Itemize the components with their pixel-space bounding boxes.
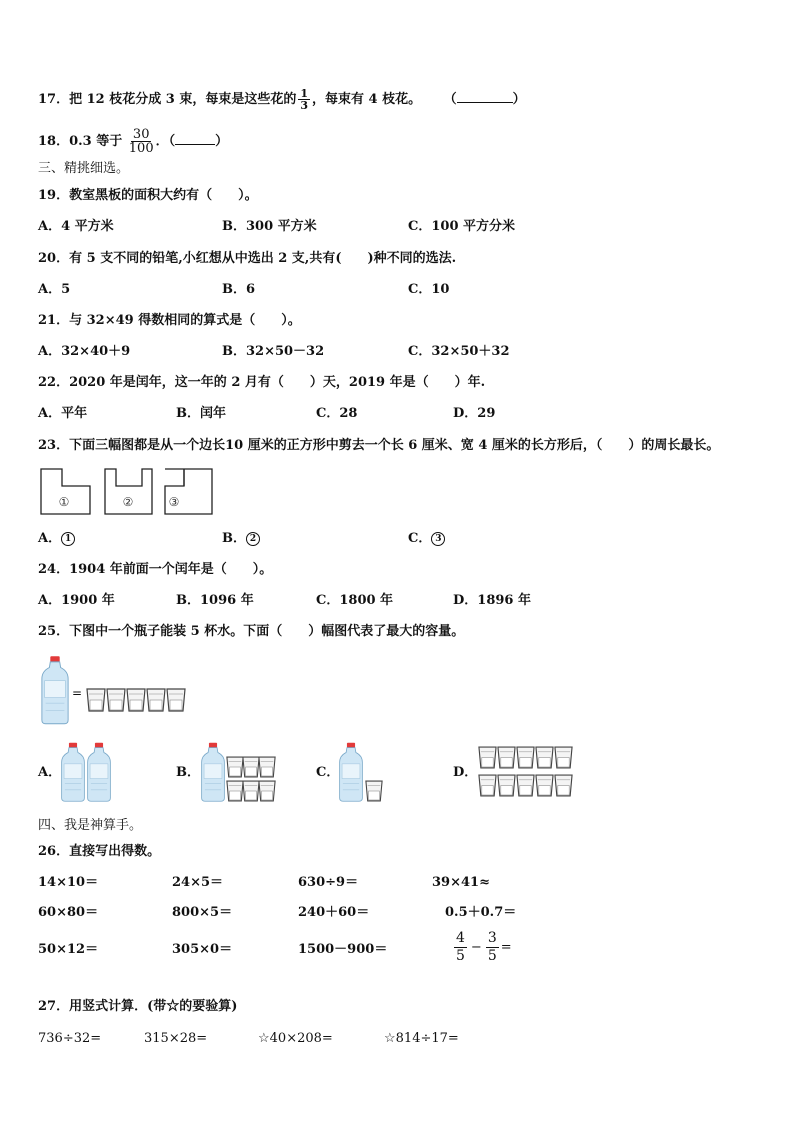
circled-number: 3 [431, 532, 445, 546]
question-number: 17． [38, 92, 70, 107]
calc-item[interactable]: 24×5＝ [172, 875, 224, 890]
option-d[interactable]: D．1896 年 [453, 593, 531, 608]
option-d-figure [478, 746, 574, 800]
section-heading: 四、我是神算手。 [38, 818, 143, 833]
option-a[interactable]: A．5 [38, 282, 71, 297]
cup-icon [126, 688, 146, 712]
question-23: 23．下面三幅图都是从一个边长10 厘米的正方形中剪去一个长 6 厘米、宽 4 厘米的长方形后，（ ）的周长最长。 [38, 438, 720, 453]
bottle-equals-cups: = [40, 654, 200, 726]
calc-item[interactable]: 60×80＝ [38, 905, 99, 920]
vertical-calc-item[interactable]: 736÷32= [38, 1031, 102, 1046]
circled-number: 2 [246, 532, 260, 546]
calc-item[interactable]: 305×0＝ [172, 942, 233, 957]
option-b[interactable]: B． 2 [222, 530, 260, 548]
cup-icon [258, 756, 276, 778]
figure-label: ② [122, 495, 134, 509]
option-b-figure [200, 742, 280, 804]
calc-item[interactable]: 1500－900＝ [298, 942, 388, 957]
option-b[interactable]: B．1096 年 [176, 593, 254, 608]
circled-number: 1 [61, 532, 75, 546]
question-27: 27．用竖式计算．(带☆的要验算) [38, 999, 238, 1014]
cup-icon [554, 746, 573, 769]
option-b[interactable]: B．6 [222, 282, 256, 297]
vertical-calc-item[interactable]: ☆814÷17= [384, 1031, 459, 1046]
section-heading: 三、精挑细选。 [38, 161, 130, 176]
calc-item[interactable]: 240＋60＝ [298, 905, 370, 920]
question-25: 25．下图中一个瓶子能装 5 杯水。下面（ ）幅图代表了最大的容量。 [38, 624, 465, 639]
option-a[interactable]: A．1900 年 [38, 593, 115, 608]
calc-item[interactable]: 39×41≈ [432, 875, 490, 890]
bottle-icon [40, 654, 70, 726]
vertical-calc-item[interactable]: ☆40×208= [258, 1031, 333, 1046]
option-c[interactable]: C．32×50＋32 [408, 344, 510, 359]
calc-item-fraction[interactable]: $\frac{4}{5}$ − $\frac{3}{5}$ = [456, 930, 512, 964]
fraction: $\frac{30}{100}$ [128, 127, 154, 156]
question-19: 19．教室黑板的面积大约有（ ）。 [38, 188, 258, 203]
cup-icon [365, 780, 383, 802]
option-c-figure [338, 742, 386, 804]
cup-icon [478, 746, 497, 769]
option-d[interactable]: D． [453, 765, 478, 780]
option-c[interactable]: C．100 平方分米 [408, 219, 516, 234]
option-a[interactable]: A．平年 [38, 406, 88, 421]
fraction: $\frac{1}{3}$ [300, 87, 308, 112]
cup-icon [554, 774, 573, 797]
bottle-icon [60, 742, 86, 802]
figure-1 [40, 468, 92, 516]
cup-icon [166, 688, 186, 712]
calc-item[interactable]: 630÷9＝ [298, 875, 359, 890]
bottle-icon [200, 742, 226, 802]
question-24: 24．1904 年前面一个闰年是（ ）。 [38, 562, 273, 577]
cup-icon [535, 746, 554, 769]
option-c[interactable]: C． [316, 765, 340, 780]
question-22: 22．2020 年是闰年，这一年的 2 月有（ ）天，2019 年是（ ）年. [38, 375, 486, 390]
answer-blank[interactable] [457, 90, 513, 103]
option-c[interactable]: C．10 [408, 282, 450, 297]
option-a[interactable]: A．32×40＋9 [38, 344, 131, 359]
cup-icon [535, 774, 554, 797]
calc-item[interactable]: 50×12＝ [38, 942, 99, 957]
question-21: 21．与 32×49 得数相同的算式是（ ）。 [38, 313, 301, 328]
bottle-icon [86, 742, 112, 802]
figure-label: ① [58, 495, 70, 509]
question-17: 17．把 12 枝花分成 3 束，每束是这些花的 $\frac{1}{3}$ ，每束有 4 枝花。 （ ） [38, 87, 526, 112]
calc-item[interactable]: 0.5＋0.7＝ [445, 905, 517, 920]
option-a-figure [60, 742, 112, 804]
cup-icon [86, 688, 106, 712]
bottle-icon [338, 742, 364, 802]
question-18: 18．0.3 等于 $\frac{30}{100}$ ．（ ） [38, 127, 229, 156]
option-a[interactable]: A． [38, 765, 62, 780]
option-b[interactable]: B．闰年 [176, 406, 226, 421]
option-c[interactable]: C．1800 年 [316, 593, 394, 608]
cup-icon [258, 780, 276, 802]
option-a[interactable]: A．4 平方米 [38, 219, 114, 234]
option-c[interactable]: C． 3 [408, 530, 445, 548]
option-b[interactable]: B．300 平方米 [222, 219, 317, 234]
option-d[interactable]: D．29 [453, 406, 496, 421]
answer-blank[interactable] [175, 132, 215, 145]
cup-icon [516, 746, 535, 769]
question-20: 20．有 5 支不同的铅笔,小红想从中选出 2 支,共有( )种不同的选法. [38, 251, 457, 266]
cup-icon [106, 688, 126, 712]
cup-icon [516, 774, 535, 797]
calc-item[interactable]: 800×5＝ [172, 905, 233, 920]
cup-icon [146, 688, 166, 712]
calc-item[interactable]: 14×10＝ [38, 875, 99, 890]
option-a[interactable]: A． 1 [38, 530, 75, 548]
option-b[interactable]: B．32×50－32 [222, 344, 325, 359]
figure-3 [164, 468, 214, 516]
question-text: 把 12 枝花分成 3 束，每束是这些花的 [69, 92, 297, 107]
question-26: 26．直接写出得数。 [38, 844, 161, 859]
figure-2 [104, 468, 154, 516]
option-b[interactable]: B． [176, 765, 200, 780]
cup-icon [497, 774, 516, 797]
cup-icon [497, 746, 516, 769]
figure-label: ③ [168, 495, 180, 509]
option-c[interactable]: C．28 [316, 406, 358, 421]
vertical-calc-item[interactable]: 315×28= [144, 1031, 208, 1046]
cup-icon [478, 774, 497, 797]
